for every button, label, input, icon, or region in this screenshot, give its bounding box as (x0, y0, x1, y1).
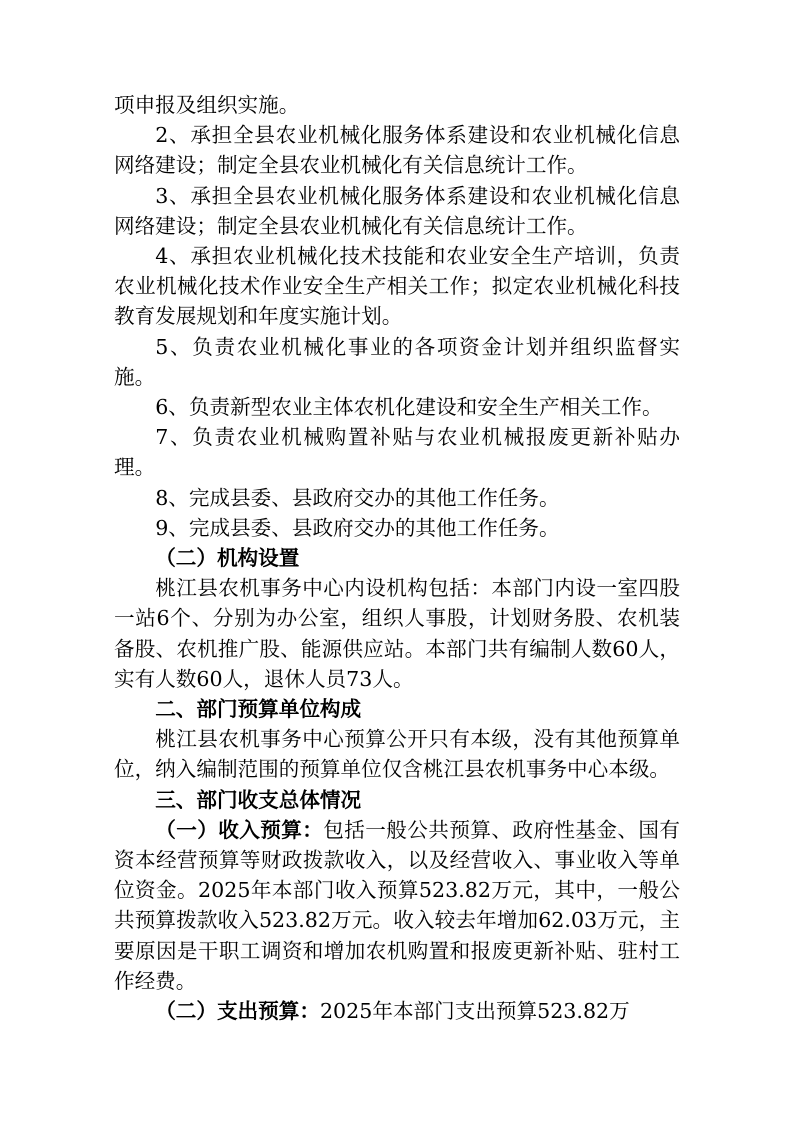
section-heading-jigou: （二）机构设置 (155, 546, 300, 571)
expense-lead: （二）支出预算： (155, 999, 320, 1024)
duty-item-9: 9、完成县委、县政府交办的其他工作任务。 (155, 515, 560, 540)
duty-item-7: 7、负责农业机械购置补贴与农业机械报废更新补贴办理。 (114, 425, 680, 480)
income-paragraph (114, 815, 680, 996)
duty-item-4: 4、承担农业机械化技术技能和农业安全生产培训，负责农业机械化技术作业安全生产相关工作；拟定农业机械化科技教育发展规划和年度实施计划。 (114, 244, 680, 329)
duty-item-5: 5、负责农业机械化事业的各项资金计划并组织监督实施。 (114, 334, 680, 389)
duty-item-2: 2、承担全县农业机械化服务体系建设和农业机械化信息网络建设；制定全县农业机械化有关信息统计工作。 (114, 123, 680, 178)
expense-paragraph (114, 996, 680, 1026)
expense-body: 2025年本部门支出预算523.82万 (319, 999, 630, 1024)
section-heading-revenue-expense: 三、部门收支总体情况 (155, 787, 362, 812)
income-lead: （一）收入预算： (155, 817, 324, 842)
paragraph-continuation: 项申报及组织实施。 (114, 93, 300, 117)
duty-item-3: 3、承担全县农业机械化服务体系建设和农业机械化信息网络建设；制定全县农业机械化有关信息统计工作。 (114, 183, 680, 238)
document-body (114, 90, 680, 1026)
duty-item-6: 6、负责新型农业主体农机化建设和安全生产相关工作。 (155, 395, 663, 420)
duty-item-8: 8、完成县委、县政府交办的其他工作任务。 (155, 485, 560, 510)
jigou-paragraph: 桃江县农机事务中心内设机构包括：本部门内设一室四股一站6个、分别为办公室，组织人事股，计划财务股、农机装备股、农机推广股、能源供应站。本部门共有编制人数60人，实有人数60人，退休人员73人。 (114, 576, 680, 691)
income-body: 包括一般公共预算、政府性基金、国有资本经营预算等财政拨款收入，以及经营收入、事业收入等单位资金。2025年本部门收入预算523.82万元，其中，一般公共预算拨款收入523.82万元。收入较去年增加62.03万元，主要原因是干职工调资和增加农机购置和报废更新补贴、驻村工作经费。 (114, 817, 681, 993)
budget-units-paragraph: 桃江县农机事务中心预算公开只有本级，没有其他预算单位，纳入编制范围的预算单位仅含桃江县农机事务中心本级。 (114, 727, 680, 782)
section-heading-budget-units: 二、部门预算单位构成 (155, 697, 362, 722)
